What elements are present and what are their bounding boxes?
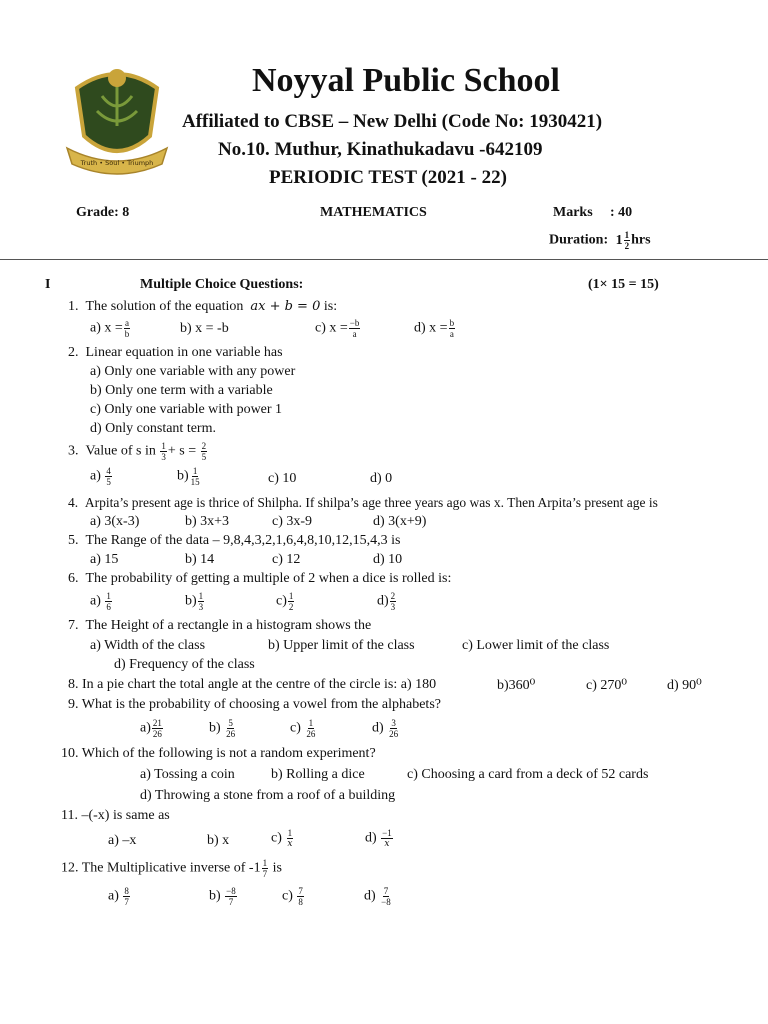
q5-option-c: c) 12: [272, 552, 301, 567]
q1-option-b: b) x = -b: [180, 321, 229, 336]
question-4: 4. Arpita’s present age is thrice of Shilpha. If shilpa’s age three years ago was x. Then Arpita’s present age is: [68, 495, 658, 510]
q12-option-d: d) $\frac{7}{-8}$: [364, 886, 391, 907]
q6-option-d: d) $\frac{2}{3}$: [377, 591, 396, 612]
logo-motto: Truth • Soul • Triumph: [80, 159, 154, 167]
q3-option-a: a) $\frac{4}{5}$: [90, 466, 111, 487]
q10-option-b: b) Rolling a dice: [271, 767, 365, 782]
q2-option-b: b) Only one term with a variable: [90, 383, 273, 398]
q2-option-a: a) Only one variable with any power: [90, 364, 296, 379]
q6-option-b: b) $\frac{1}{3}$: [185, 591, 204, 612]
q6-option-a: a) $\frac{1}{6}$: [90, 591, 111, 612]
section-number: I: [45, 277, 51, 292]
q11-option-b: b) x: [207, 833, 230, 848]
duration-unit: hrs: [631, 232, 651, 248]
q11-option-d: d) $\frac{-1}{x}$: [365, 828, 392, 849]
question-12: 12. The Multiplicative inverse of -1 $\frac{1}{7}$ is: [61, 858, 282, 879]
q7-option-b: b) Upper limit of the class: [268, 638, 415, 653]
q11-option-c: c) $\frac{1}{x}$: [271, 828, 293, 849]
q4-option-b: b) 3x+3: [185, 514, 230, 529]
q3-option-c: c) 10: [268, 471, 297, 486]
q12-option-b: b) $\frac{-8}{7}$: [209, 886, 236, 907]
q9-option-b: b) $\frac{5}{26}$: [209, 718, 236, 739]
marks-label: Marks: [553, 205, 593, 220]
question-11: 11. –(-x) is same as: [61, 808, 170, 823]
q9-option-d: d) $\frac{3}{26}$: [372, 718, 399, 739]
school-name: Noyyal Public School: [252, 62, 560, 99]
q4-option-a: a) 3(x-3): [90, 514, 140, 529]
header-divider: [0, 259, 768, 260]
duration-whole: 1: [615, 232, 623, 248]
q3-option-b: b) $\frac{1}{15}$: [177, 466, 200, 487]
question-9: 9. What is the probability of choosing a vowel from the alphabets?: [68, 697, 441, 712]
question-8: 8. In a pie chart the total angle at the centre of the circle is: a) 180: [68, 677, 437, 692]
duration-label: Duration:: [549, 232, 609, 248]
section-title: Multiple Choice Questions:: [140, 277, 304, 292]
q1-option-a: a) x = $\frac{a}{b}$: [90, 318, 130, 339]
q9-option-c: c) $\frac{1}{26}$: [290, 718, 316, 739]
question-10: 10. Which of the following is not a random experiment?: [61, 746, 376, 761]
q4-option-c: c) 3x-9: [272, 514, 313, 529]
q10-option-c: c) Choosing a card from a deck of 52 cards: [407, 767, 649, 782]
q8-option-d: d) 90⁰: [667, 678, 702, 693]
q5-option-b: b) 14: [185, 552, 215, 567]
subject: MATHEMATICS: [320, 205, 427, 220]
question-2: 2. Linear equation in one variable has: [68, 345, 283, 360]
question-5: 5. The Range of the data – 9,8,4,3,2,1,6,4,8,10,12,15,4,3 is: [68, 533, 401, 548]
test-title: PERIODIC TEST (2021 - 22): [269, 167, 507, 188]
q12-option-a: a) $\frac{8}{7}$: [108, 886, 129, 907]
marks-value: : 40: [610, 205, 633, 220]
q3-option-d: d) 0: [370, 471, 393, 486]
q5-option-d: d) 10: [373, 552, 403, 567]
section-marks: (1× 15 = 15): [588, 277, 659, 292]
grade: Grade: 8: [76, 205, 130, 220]
q2-option-c: c) Only one variable with power 1: [90, 402, 283, 417]
address: No.10. Muthur, Kinathukadavu -642109: [218, 139, 543, 160]
q6-option-c: c) $\frac{1}{2}$: [276, 591, 294, 612]
q4-option-d: d) 3(x+9): [373, 514, 427, 529]
q2-option-d: d) Only constant term.: [90, 421, 216, 436]
affiliation: Affiliated to CBSE – New Delhi (Code No: 1930421): [182, 111, 603, 132]
q8-option-b: b)360⁰: [497, 678, 536, 693]
q10-option-a: a) Tossing a coin: [140, 767, 235, 782]
duration: [549, 230, 651, 251]
q7-option-a: a) Width of the class: [90, 638, 206, 653]
q1-option-d: d) x = $\frac{b}{a}$: [414, 318, 455, 339]
q7-option-c: c) Lower limit of the class: [462, 638, 610, 653]
q7-option-d: d) Frequency of the class: [114, 657, 255, 672]
question-7: 7. The Height of a rectangle in a histogram shows the: [68, 618, 372, 633]
q11-option-a: a) –x: [108, 833, 137, 848]
q9-option-a: a) $\frac{21}{26}$: [140, 718, 162, 739]
question-3: 3. Value of s in $\frac{1}{3}$ + s = $\frac{2}{5}$: [68, 441, 207, 462]
duration-fraction: $\frac{1}{2}$: [624, 230, 630, 251]
school-logo: [62, 66, 172, 178]
question-6: 6. The probability of getting a multiple of 2 when a dice is rolled is:: [68, 571, 452, 586]
q8-option-c: c) 270⁰: [586, 678, 627, 693]
q12-option-c: c) $\frac{7}{8}$: [282, 886, 303, 907]
q5-option-a: a) 15: [90, 552, 119, 567]
q10-option-d: d) Throwing a stone from a roof of a building: [140, 788, 396, 803]
q1-option-c: c) x = $\frac{-b}{a}$: [315, 318, 360, 339]
question-1: 1. The solution of the equation ax + b = 0 is:: [68, 299, 338, 314]
